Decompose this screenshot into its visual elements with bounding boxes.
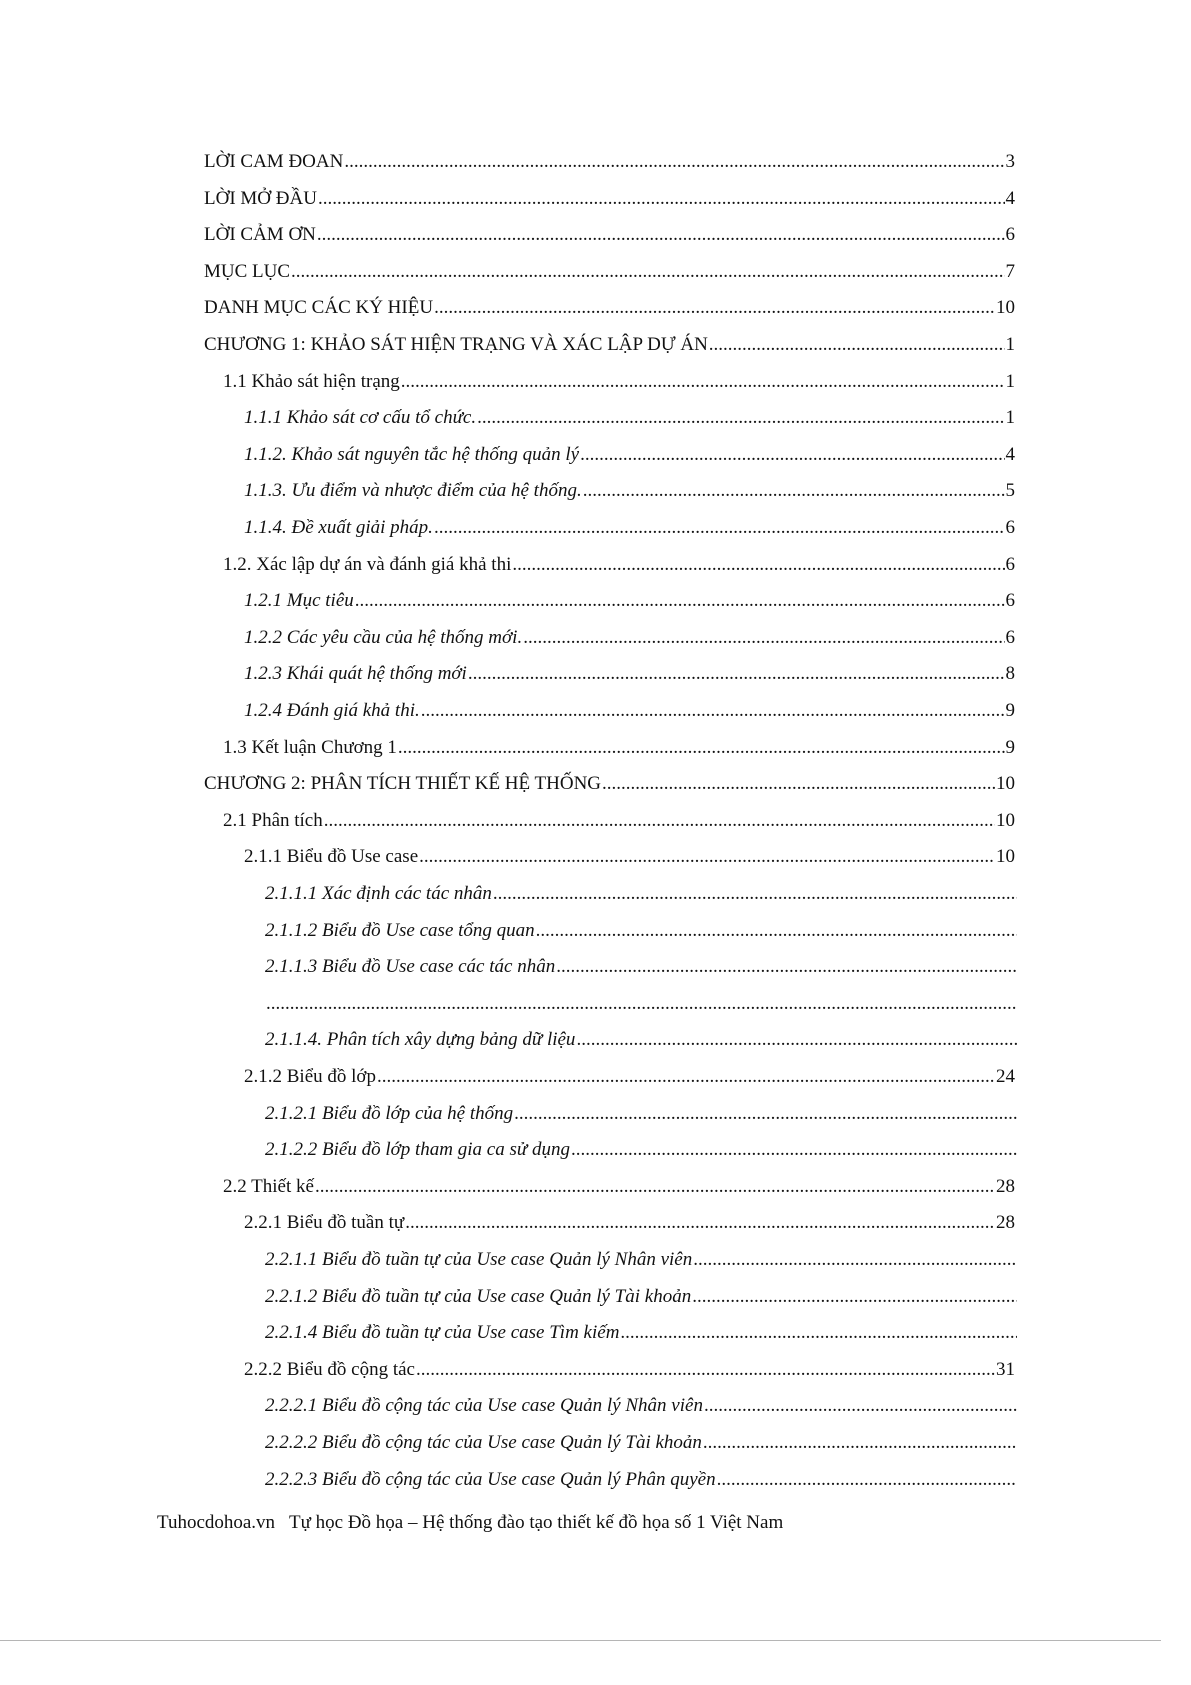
toc-entry-page-number: 10 [996,773,1015,795]
toc-leader-dots [398,736,1005,760]
toc-entry-title: 2.1 Phân tích [223,809,323,831]
toc-entry-page-number: 10 [996,297,1015,319]
toc-leader-dots [709,333,1005,357]
toc-leader-dots [317,223,1005,247]
toc-leader-dots [523,626,1004,650]
toc-entry-title: 2.1.1 Biểu đồ Use case [244,846,419,868]
toc-entry-page-number: 6 [1005,517,1015,538]
toc-entry-page-number: 9 [1005,700,1015,721]
footer-tagline: Tự học Đồ họa – Hệ thống đào tạo thiết kế đồ họa số 1 Việt Nam [288,1512,784,1533]
toc-entry[interactable] [244,589,1015,613]
toc-entry-page-number: 31 [996,1358,1015,1380]
toc-entry[interactable] [244,1358,1015,1382]
toc-entry[interactable] [223,553,1015,577]
toc-entry-page-number: 4 [1005,443,1015,465]
toc-entry-title: LỜI CAM ĐOAN [204,151,344,172]
toc-entry-title: 1.2.1 Mục tiêu [244,590,354,612]
toc-leader-dots [620,1321,1017,1345]
toc-entry-title: 2.2.2.1 Biểu đồ cộng tác của Use case Quản lý Nhân viên [265,1395,703,1417]
toc-leader-dots [468,662,1005,686]
toc-entry[interactable] [265,1138,1018,1162]
toc-entry[interactable] [244,516,1015,540]
toc-entry-title: 1.1.4. Đề xuất giải pháp. [244,517,433,538]
page-footer [157,1512,783,1534]
toc-entry-title: MỤC LỤC [204,260,291,282]
toc-entry-title: 1.1.1 Khảo sát cơ cấu tổ chức. [244,407,477,429]
toc-entry[interactable] [265,1321,1018,1345]
toc-entry-page-number: 1 [1005,407,1015,429]
toc-leader-dots [291,260,1004,284]
toc-entry-title: 2.1.1.2 Biểu đồ Use case tổng quan [265,919,535,941]
toc-leader-dots [434,516,1005,540]
toc-entry-title: 2.2 Thiết kế [223,1175,314,1197]
toc-entry-page-number: 1 [1005,370,1015,392]
toc-entry-title: 2.1.1.4. Phân tích xây dựng bảng dữ liệu [265,1029,576,1051]
toc-entry-title: 2.1.2.2 Biểu đồ lớp tham gia ca sử dụng [265,1139,570,1161]
toc-entry[interactable] [265,1394,1018,1418]
toc-entry[interactable] [244,699,1015,723]
toc-leader-dots [703,1431,1017,1455]
toc-entry[interactable] [204,772,1015,796]
toc-entry-title: 2.2.2 Biểu đồ cộng tác [244,1358,415,1380]
toc-entry-title: 2.1.2 Biểu đồ lớp [244,1066,376,1087]
toc-leader-dots [717,1468,1017,1492]
toc-leader-dots [355,589,1005,613]
toc-leader-dots [576,1028,1017,1052]
toc-leader-dots [421,699,1005,723]
toc-leader-dots [266,992,1017,1016]
toc-entry-title: 1.3 Kết luận Chương 1 [223,736,397,758]
toc-entry[interactable] [265,919,1018,943]
toc-leader-dots [556,955,1017,979]
toc-entry[interactable] [204,333,1015,357]
toc-leader-dots [693,1248,1017,1272]
toc-entry-title: LỜI CẢM ƠN [204,224,316,246]
toc-entry-page-number: 8 [1005,663,1015,685]
toc-entry[interactable] [223,809,1015,833]
toc-entry-page-number: 24 [996,1066,1015,1087]
toc-leader-dots [514,1102,1017,1126]
toc-entry[interactable] [265,882,1018,906]
toc-entry-page-number: 4 [1005,187,1015,209]
toc-leader-dots [536,919,1017,943]
toc-entry[interactable] [223,736,1015,760]
toc-entry-title: 2.2.2.3 Biểu đồ cộng tác của Use case Quản lý Phân quyền [265,1468,716,1490]
toc-leader-dots [583,479,1005,503]
toc-entry-page-number: 6 [1005,590,1015,612]
toc-entry-title: 1.2. Xác lập dự án và đánh giá khả thi [223,553,512,575]
toc-entry[interactable] [244,443,1015,467]
toc-entry[interactable] [265,992,1018,1016]
toc-entry[interactable] [265,1248,1018,1272]
toc-entry-title: 2.2.1.2 Biểu đồ tuần tự của Use case Quản lý Tài khoản [265,1285,692,1307]
toc-entry[interactable] [204,296,1015,320]
toc-entry[interactable] [204,223,1015,247]
footer-site: Tuhocdohoa.vn [157,1512,276,1533]
toc-entry-title: 1.1.2. Khảo sát nguyên tắc hệ thống quản lý [244,443,580,465]
toc-entry-title: 2.2.1.1 Biểu đồ tuần tự của Use case Quản lý Nhân viên [265,1249,693,1270]
toc-entry[interactable] [204,150,1015,174]
toc-leader-dots [692,1285,1017,1309]
toc-entry[interactable] [204,187,1015,211]
toc-leader-dots [602,772,995,796]
toc-leader-dots [704,1394,1017,1418]
toc-entry-title: 1.2.3 Khái quát hệ thống mới [244,663,467,685]
toc-entry-title: DANH MỤC CÁC KÝ HIỆU [204,297,434,319]
toc-leader-dots [401,370,1005,394]
toc-entry[interactable] [265,1431,1018,1455]
toc-leader-dots [419,845,995,869]
toc-entry[interactable] [244,626,1015,650]
toc-leader-dots [434,296,995,320]
toc-entry[interactable] [265,1102,1018,1126]
toc-entry-title: 1.1.3. Ưu điểm và nhược điểm của hệ thống. [244,480,582,502]
toc-entry-page-number: 3 [1005,151,1015,172]
toc-entry[interactable] [244,1065,1015,1089]
toc-leader-dots [477,406,1004,430]
toc-entry[interactable] [244,1211,1015,1235]
toc-leader-dots [493,882,1017,906]
toc-leader-dots [405,1211,995,1235]
page-bottom-rule [0,1640,1161,1641]
toc-leader-dots [324,809,995,833]
toc-entry[interactable] [223,370,1015,394]
toc-entry-page-number: 9 [1005,736,1015,758]
toc-entry-page-number: 5 [1005,480,1015,502]
toc-entry-page-number: 28 [996,1212,1015,1234]
toc-entry-title: CHƯƠNG 2: PHÂN TÍCH THIẾT KẾ HỆ THỐNG [204,773,602,795]
toc-entry-title: LỜI MỞ ĐẦU [204,187,317,209]
toc-entry[interactable] [223,1175,1015,1199]
toc-entry[interactable] [265,1285,1018,1309]
toc-entry-title: 2.2.1 Biểu đồ tuần tự [244,1212,405,1234]
toc-leader-dots [315,1175,995,1199]
toc-entry-title: 2.1.1.3 Biểu đồ Use case các tác nhân [265,956,556,978]
toc-entry-title: 2.2.1.4 Biểu đồ tuần tự của Use case Tìm kiếm [265,1322,620,1344]
toc-entry-title: 1.2.2 Các yêu cầu của hệ thống mới. [244,626,523,648]
toc-leader-dots [377,1065,995,1089]
toc-entry-page-number: 6 [1005,553,1015,575]
toc-entry[interactable] [244,406,1015,430]
toc-entry-title: 1.1 Khảo sát hiện trạng [223,370,400,392]
toc-entry-title: 2.2.2.2 Biểu đồ cộng tác của Use case Quản lý Tài khoản [265,1432,702,1453]
toc-entry-title: 2.1.1.1 Xác định các tác nhân [265,883,492,904]
toc-entry-page-number: 10 [996,846,1015,868]
toc-entry[interactable] [265,1028,1018,1052]
toc-leader-dots [344,150,1004,174]
toc-entry-page-number: 6 [1005,626,1015,648]
toc-entry-page-number: 7 [1005,260,1015,282]
toc-leader-dots [571,1138,1017,1162]
toc-entry-page-number: 6 [1005,224,1015,246]
toc-entry[interactable] [244,479,1015,503]
toc-entry-title: 2.1.2.1 Biểu đồ lớp của hệ thống [265,1102,514,1124]
toc-entry[interactable] [244,662,1015,686]
toc-entry-page-number: 28 [996,1175,1015,1197]
toc-entry-page-number: 1 [1005,334,1015,355]
toc-leader-dots [318,187,1005,211]
toc-leader-dots [416,1358,995,1382]
toc-leader-dots [580,443,1004,467]
toc-entry-page-number: 10 [996,809,1015,831]
toc-entry-title: 1.2.4 Đánh giá khả thi. [244,700,420,721]
toc-entry[interactable] [204,260,1015,284]
toc-entry-title: CHƯƠNG 1: KHẢO SÁT HIỆN TRẠNG VÀ XÁC LẬP DỰ ÁN [204,334,708,355]
toc-leader-dots [512,553,1004,577]
toc-entry[interactable] [244,845,1015,869]
toc-entry[interactable] [265,955,1018,979]
toc-entry[interactable] [265,1468,1018,1492]
